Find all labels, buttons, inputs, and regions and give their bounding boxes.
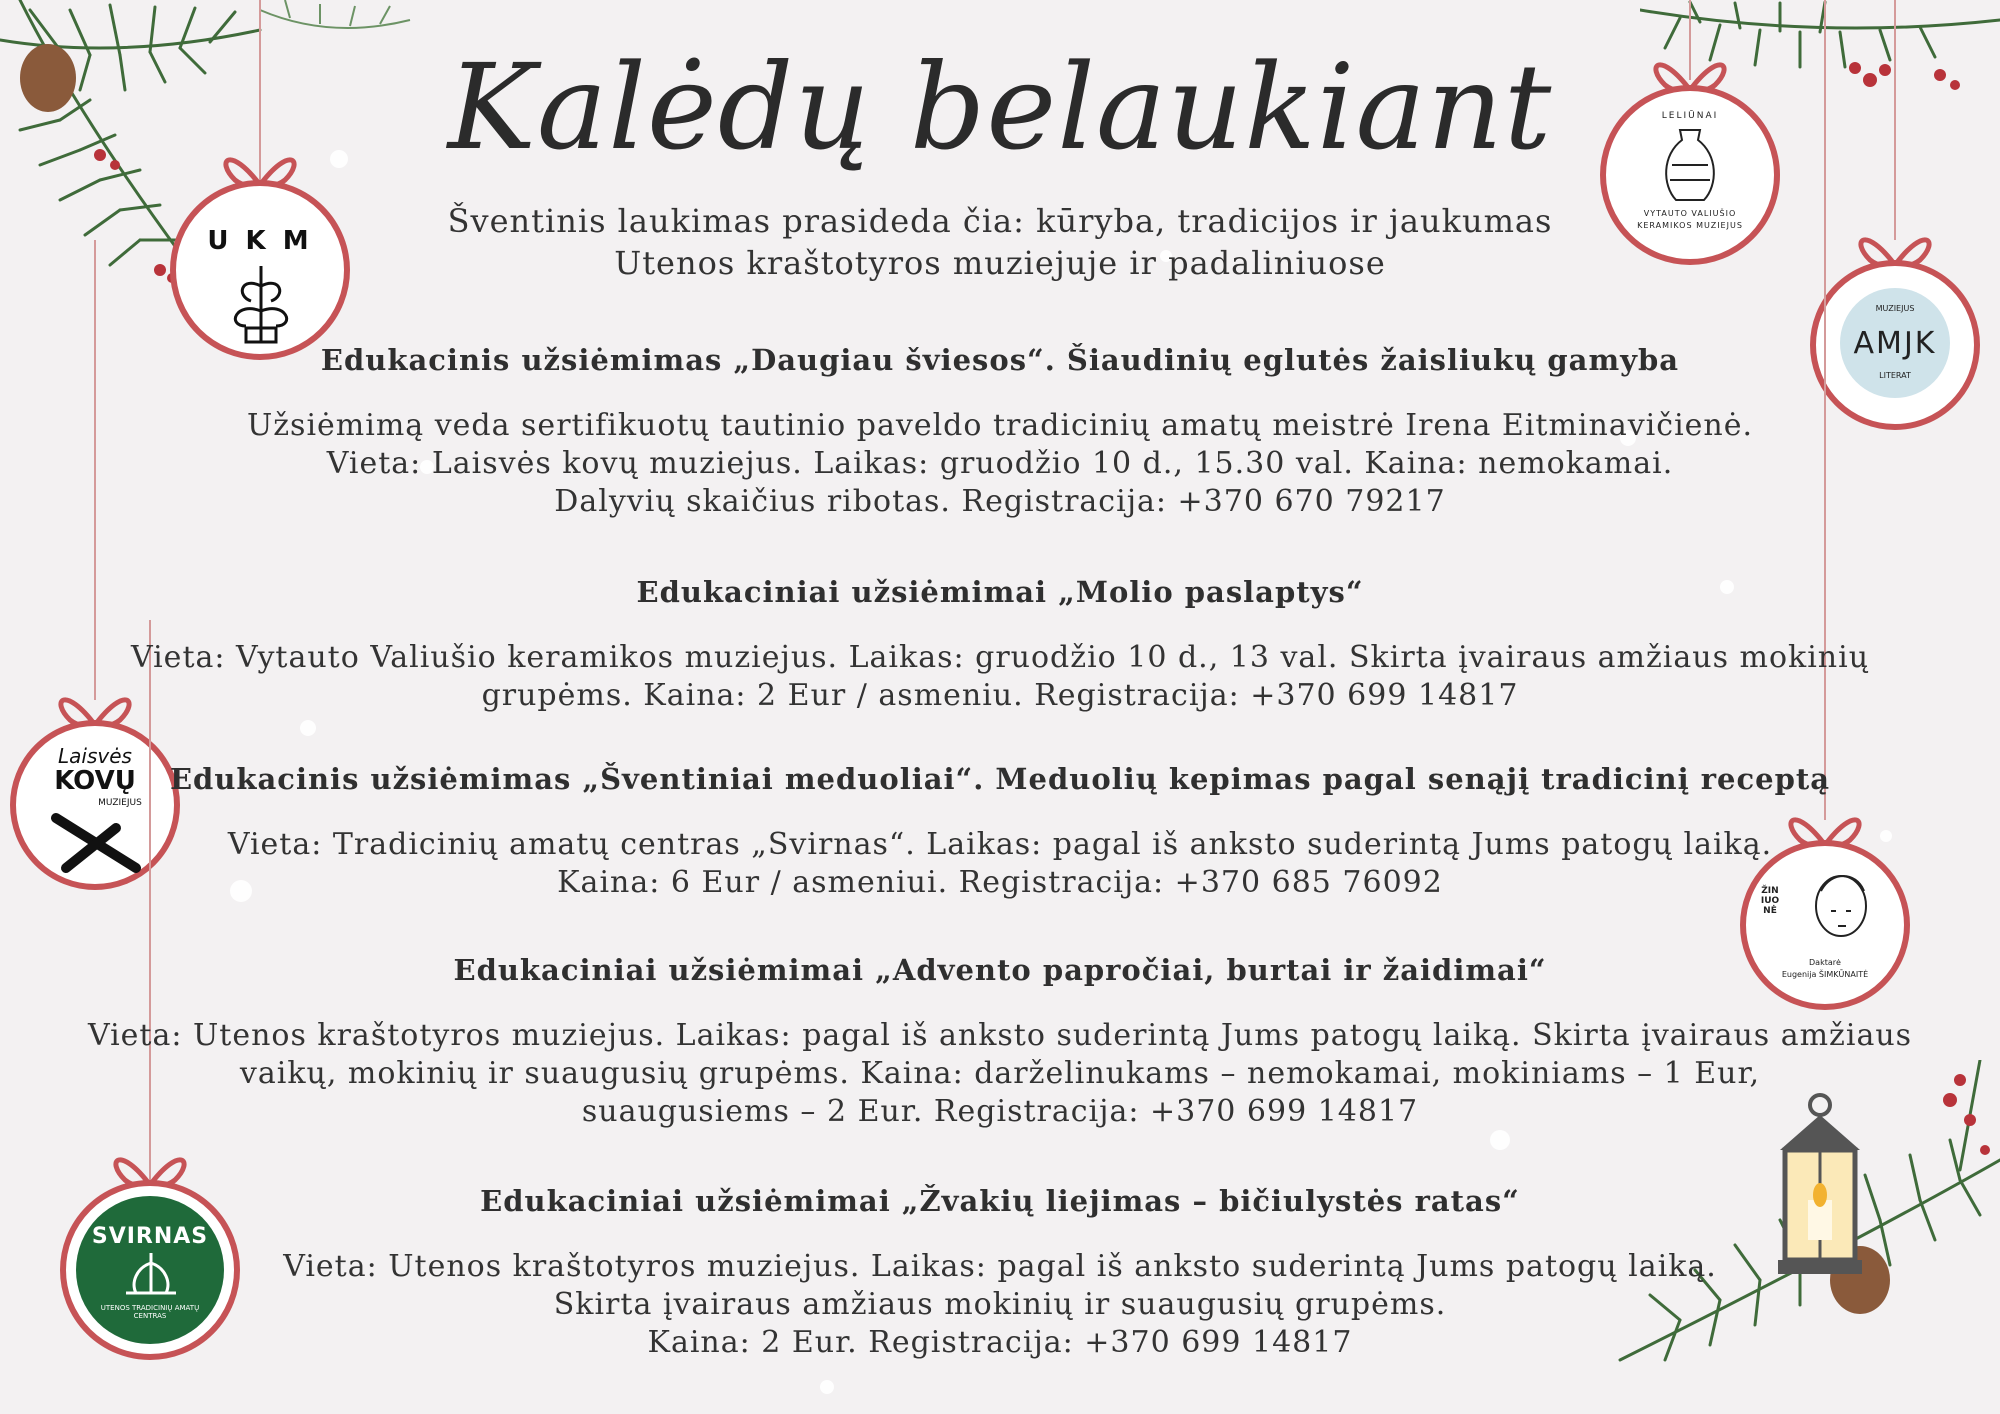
laisves-logo-1: Laisvės bbox=[58, 744, 132, 768]
event-heading: Edukacinis užsiėmimas „Šventiniai meduoliai“. Meduolių kepimas pagal senąjį tradicinį receptą bbox=[169, 762, 1831, 796]
event-line: Vieta: Utenos kraštotyros muziejus. Laikas: pagal iš anksto suderintą Jums patogų laiką. Skirta įvairaus amžiaus bbox=[87, 1018, 1913, 1053]
event-details bbox=[70, 1248, 1930, 1362]
event-line: Vieta: Utenos kraštotyros muziejus. Laikas: pagal iš anksto suderintą Jums patogų laiką. bbox=[283, 1249, 1717, 1284]
event-line: Vieta: Tradicinių amatų centras „Svirnas“. Laikas: pagal iš anksto suderintą Jums patogų laiką. bbox=[227, 827, 1773, 862]
literatura-logo-1: MUZIEJUS bbox=[1875, 304, 1915, 313]
event-heading: Edukacinis užsiėmimas „Daugiau šviesos“. Šiaudinių eglutės žaisliukų gamyba bbox=[320, 343, 1680, 377]
ziniuone-logo-2: Daktarė bbox=[1809, 958, 1841, 967]
event-line: Dalyvių skaičius ribotas. Registracija: +370 670 79217 bbox=[554, 484, 1446, 519]
event-heading: Edukaciniai užsiėmimai „Žvakių liejimas – bičiulystės ratas“ bbox=[480, 1184, 1520, 1218]
page-subtitle bbox=[0, 200, 2000, 284]
laisves-logo-3: MUZIEJUS bbox=[98, 798, 142, 808]
event-block bbox=[70, 343, 1930, 521]
event-details bbox=[70, 826, 1930, 902]
ukm-logo-text: U K M bbox=[207, 226, 313, 256]
event-line: Kaina: 2 Eur. Registracija: +370 699 14817 bbox=[647, 1325, 1353, 1360]
subtitle-line: Šventinis laukimas prasideda čia: kūryba, tradicijos ir jaukumas bbox=[447, 202, 1553, 240]
literatura-logo-2: LITERAT bbox=[1879, 371, 1911, 380]
svirnas-logo-2: UTENOS TRADICINIŲ AMATŲ CENTRAS bbox=[100, 1304, 200, 1320]
event-line: Skirta įvairaus amžiaus mokinių ir suaugusių grupėms. bbox=[553, 1287, 1447, 1322]
keramikos-logo-bottom-2: KERAMIKOS MUZIEJUS bbox=[1637, 221, 1743, 230]
event-details bbox=[70, 407, 1930, 521]
event-line: grupėms. Kaina: 2 Eur / asmeniu. Registracija: +370 699 14817 bbox=[481, 678, 1519, 713]
event-block bbox=[70, 575, 1930, 715]
event-details bbox=[70, 1017, 1930, 1131]
event-line: suaugusiems – 2 Eur. Registracija: +370 699 14817 bbox=[581, 1094, 1419, 1129]
event-line: Užsiėmimą veda sertifikuotų tautinio paveldo tradicinių amatų meistrė Irena Eitminavičienė. bbox=[246, 408, 1754, 443]
event-block bbox=[70, 953, 1930, 1131]
laisves-logo-2: KOVŲ bbox=[54, 766, 136, 796]
keramikos-logo-bottom-1: VYTAUTO VALIUŠIO bbox=[1643, 209, 1737, 218]
event-line: Vieta: Vytauto Valiušio keramikos muziejus. Laikas: gruodžio 10 d., 13 val. Skirta įvairaus amžiaus mokinių bbox=[130, 640, 1870, 675]
literatura-logo-3: AMJK bbox=[1853, 326, 1937, 361]
ziniuone-logo-3: Eugenija ŠIMKŪNAITĖ bbox=[1781, 970, 1869, 979]
keramikos-logo-top: LELIŪNAI bbox=[1661, 111, 1719, 121]
event-block bbox=[70, 762, 1930, 902]
svirnas-logo-1: SVIRNAS bbox=[91, 1224, 209, 1249]
subtitle-line: Utenos kraštotyros muziejuje ir padaliniuose bbox=[614, 244, 1386, 282]
event-line: Vieta: Laisvės kovų muziejus. Laikas: gruodžio 10 d., 15.30 val. Kaina: nemokamai. bbox=[326, 446, 1674, 481]
event-block bbox=[70, 1184, 1930, 1362]
event-heading: Edukaciniai užsiėmimai „Advento papročiai, burtai ir žaidimai“ bbox=[453, 953, 1547, 987]
event-heading: Edukaciniai užsiėmimai „Molio paslaptys“ bbox=[636, 575, 1364, 609]
page-title: Kalėdų belaukiant bbox=[447, 38, 1553, 176]
event-line: Kaina: 6 Eur / asmeniui. Registracija: +370 685 76092 bbox=[557, 865, 1443, 900]
event-line: vaikų, mokinių ir suaugusių grupėms. Kaina: darželinukams – nemokamai, mokiniams – 1 Eur, bbox=[239, 1056, 1761, 1091]
event-details bbox=[70, 639, 1930, 715]
ziniuone-logo-1: ŽINIUONĖ bbox=[1760, 886, 1780, 916]
